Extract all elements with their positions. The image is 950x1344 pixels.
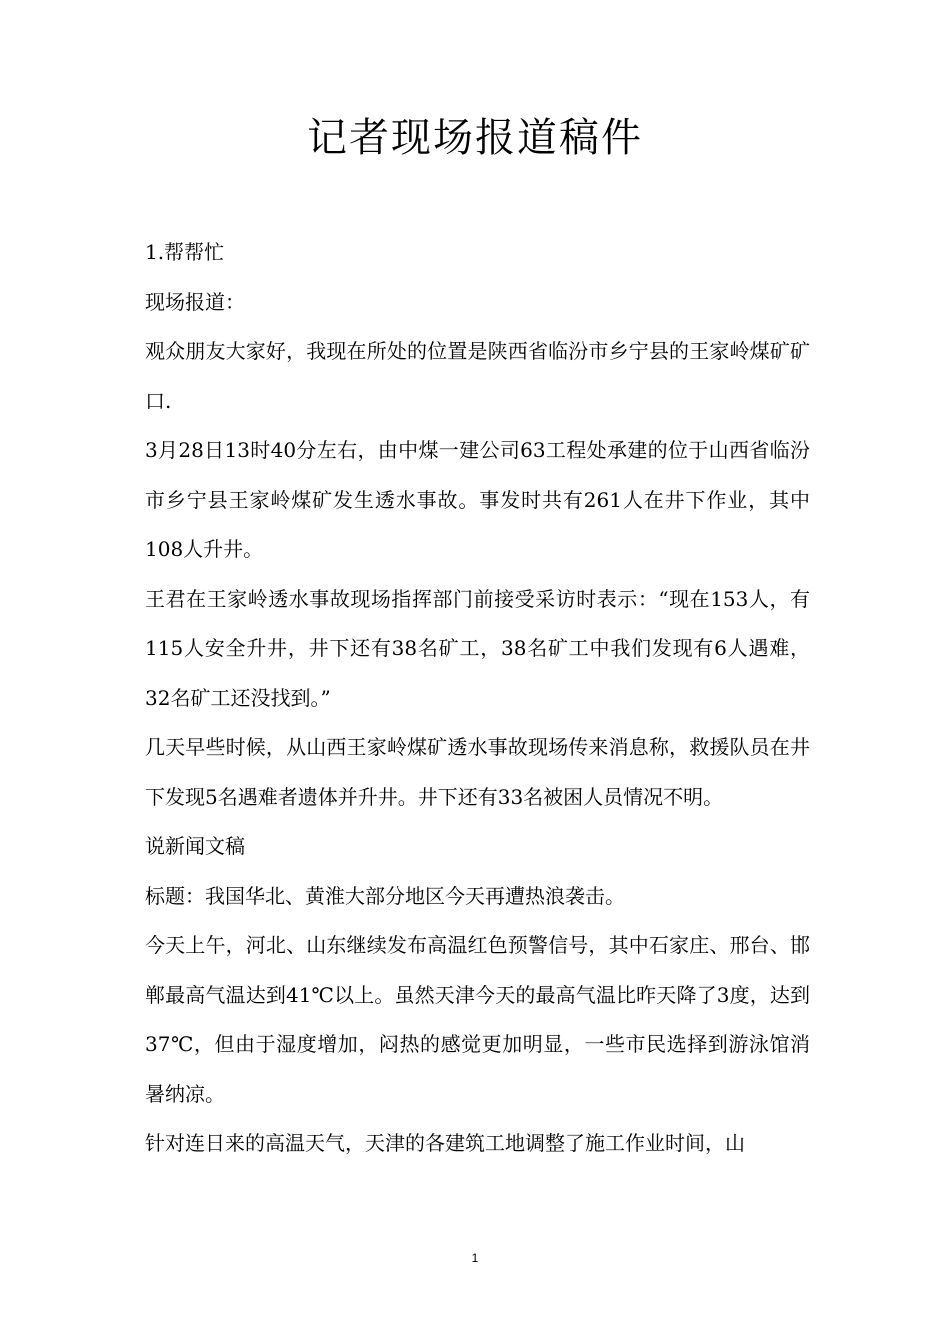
paragraph: 3月28日13时40分左右，由中煤一建公司63工程处承建的位于山西省临汾市乡宁县王家岭煤矿发生透水事故。事发时共有261人在井下作业，其中108人升井。 <box>145 438 810 561</box>
section-heading: 1.帮帮忙 <box>145 240 225 264</box>
paragraph: 标题：我国华北、黄淮大部分地区今天再遭热浪袭击。 <box>145 883 625 908</box>
section-heading: 说新闻文稿 <box>145 834 245 858</box>
paragraph: 王君在王家岭透水事故现场指挥部门前接受采访时表示：“现在153人，有115人安全升井，井下还有38名矿工，38名矿工中我们发现有6人遇难，32名矿工还没找到。” <box>145 586 810 710</box>
document-title: 记者现场报道稿件 <box>307 115 643 161</box>
paragraph: 几天早些时候，从山西王家岭煤矿透水事故现场传来消息称，救援队员在井下发现5名遇难者遗体并升井。井下还有33名被困人员情况不明。 <box>145 735 810 809</box>
paragraph: 今天上午，河北、山东继续发布高温红色预警信号，其中石家庄、邢台、邯郸最高气温达到41℃以上。虽然天津今天的最高气温比昨天降了3度，达到37℃，但由于湿度增加，闷热的感觉更加明显，一些市民选择到游泳馆消暑纳凉。 <box>145 933 810 1106</box>
paragraph: 观众朋友大家好，我现在所处的位置是陕西省临汾市乡宁县的王家岭煤矿矿口. <box>145 339 810 413</box>
document-body <box>145 228 810 1169</box>
paragraph: 现场报道： <box>145 289 245 314</box>
paragraph: 针对连日来的高温天气，天津的各建筑工地调整了施工作业时间，山 <box>145 1131 745 1155</box>
page-number: 1 <box>471 1251 479 1265</box>
